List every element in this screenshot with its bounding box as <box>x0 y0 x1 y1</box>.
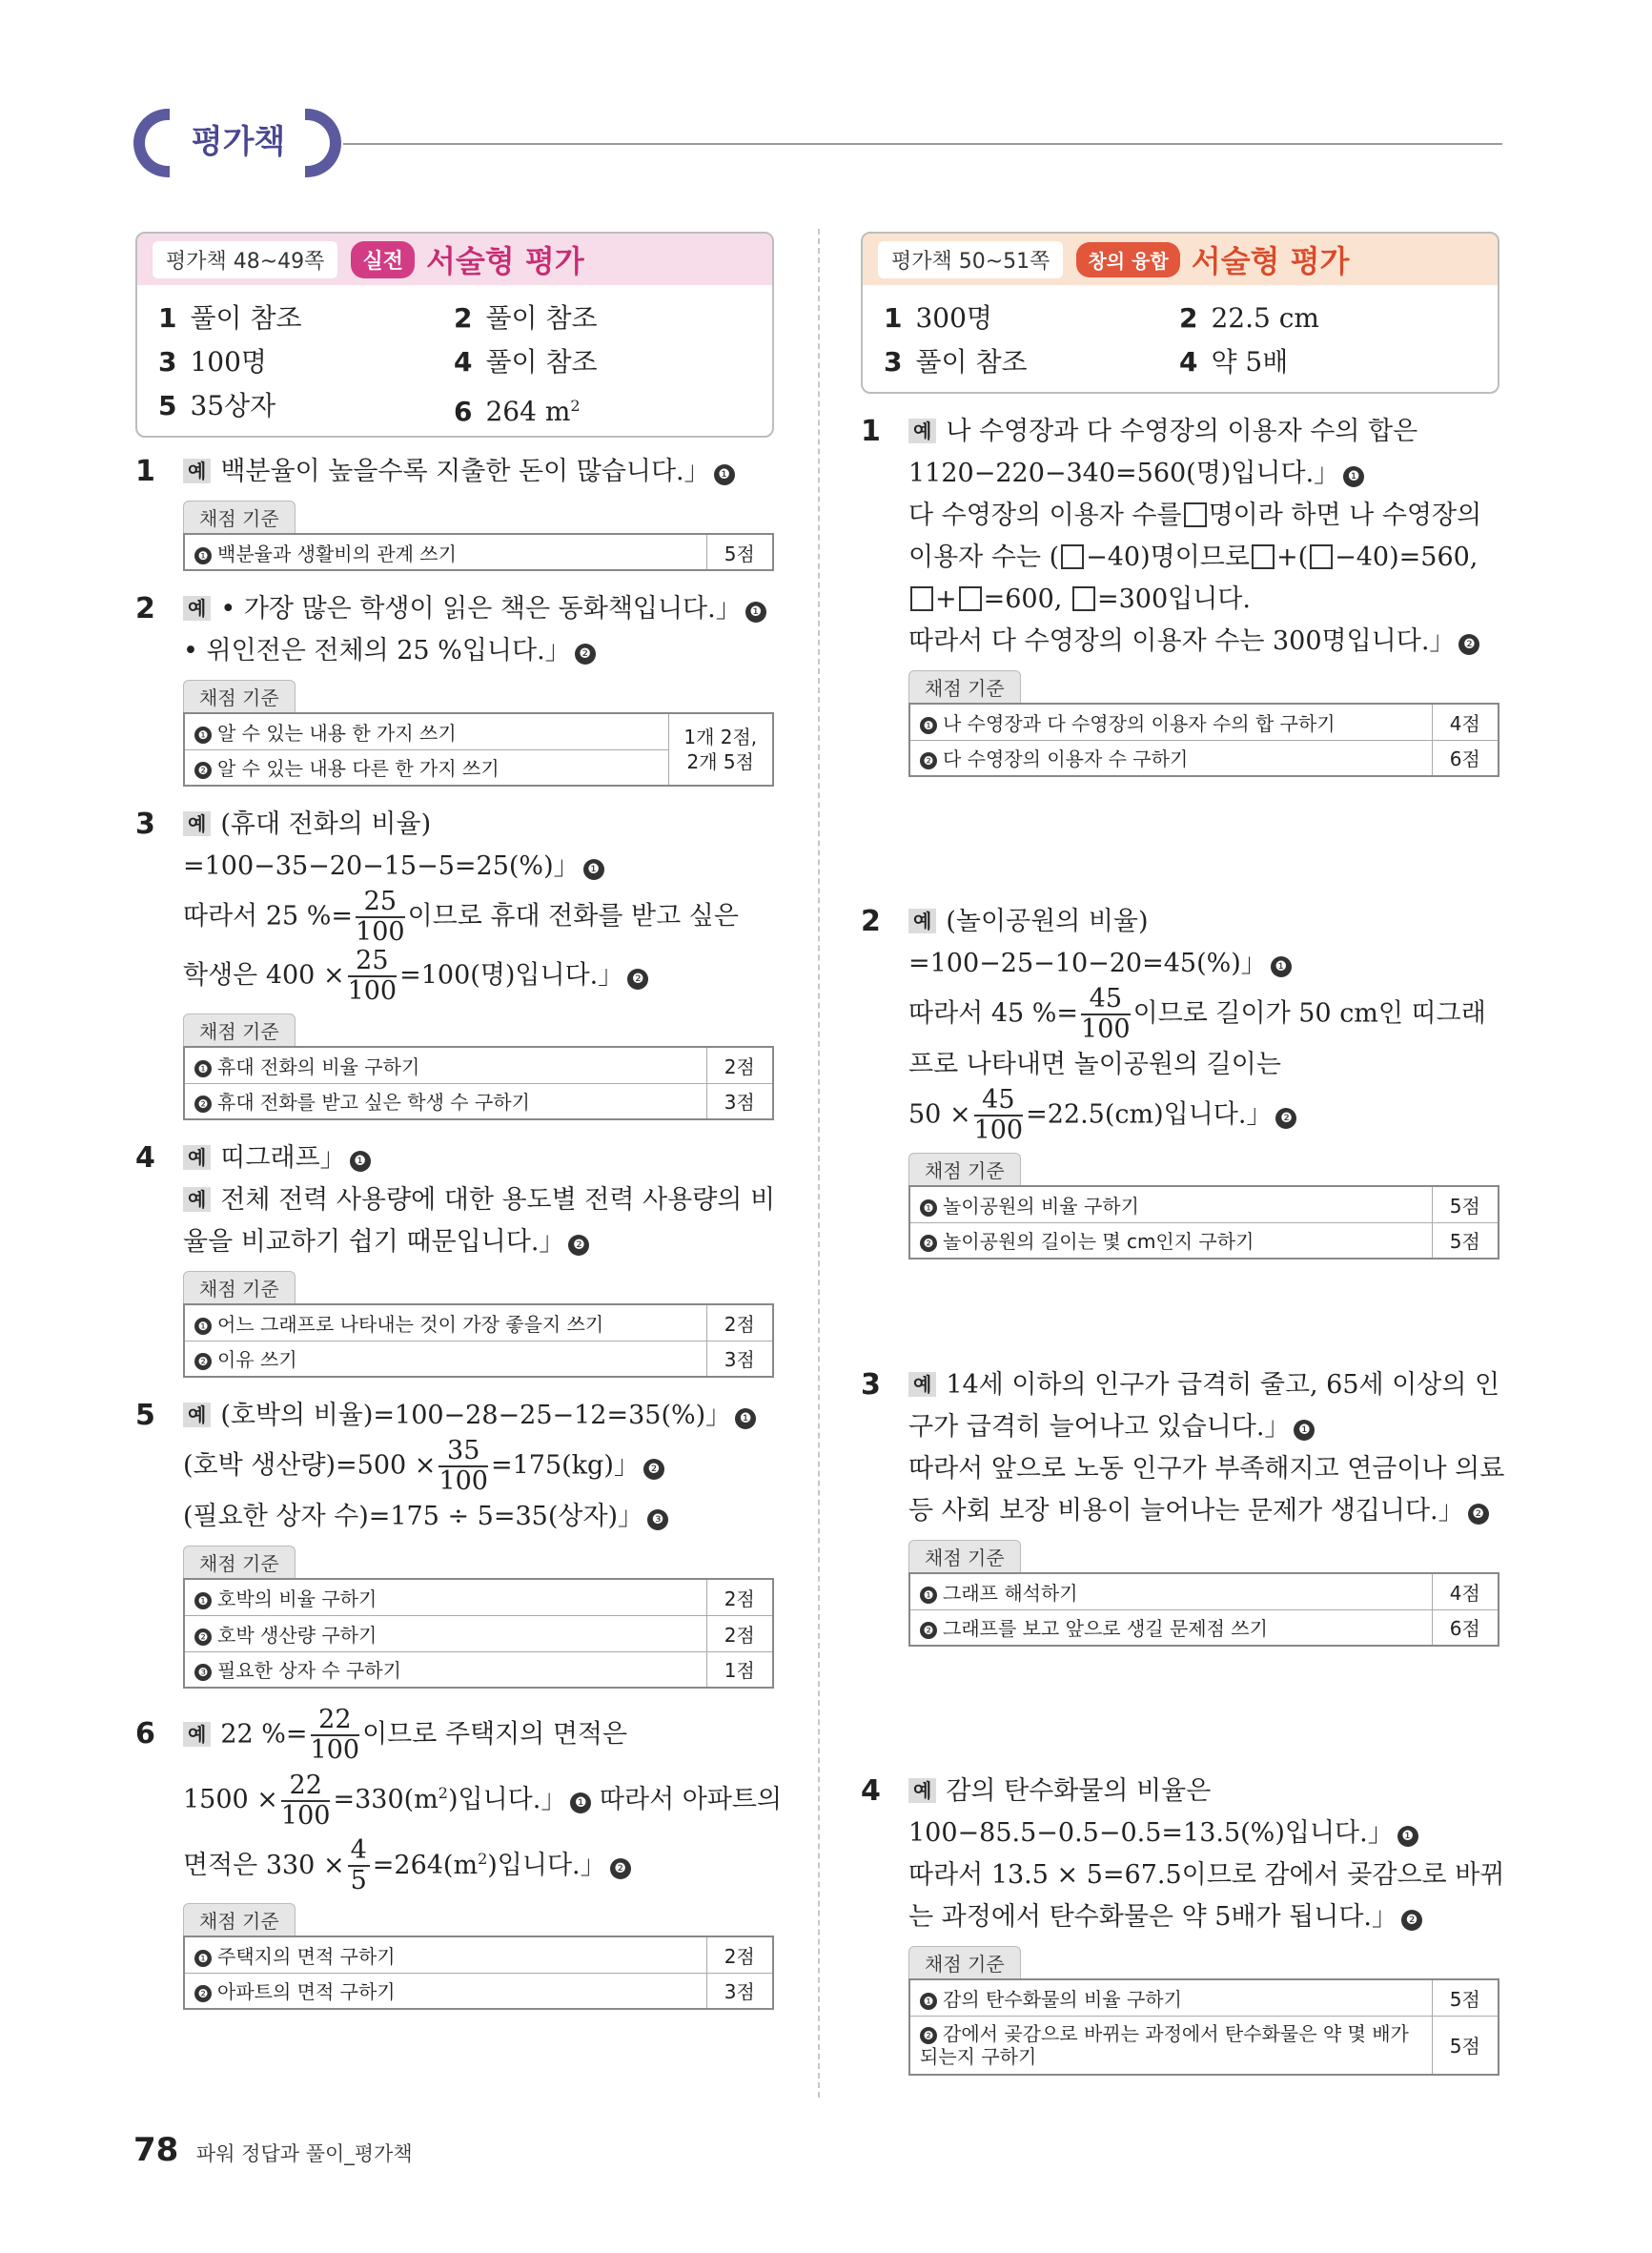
answer-item: 6 264 $m^2$ <box>454 396 581 427</box>
answer-item: 3 풀이 참조 <box>884 346 1028 378</box>
scoring-criteria: 채점 기준 ❶ 어느 그래프로 나타내는 것이 가장 좋을지 쓰기 2점 ❷ 이유 쓰기 3점 <box>183 1271 774 1378</box>
page-footer <box>133 2131 413 2169</box>
answer-item: 4 약 5배 <box>1179 346 1289 378</box>
page-number: 78 <box>133 2131 179 2169</box>
problem-1: 1 예 백분율이 높을수록 지출한 돈이 많습니다.」 ❶ 채점 기준 ❶ 백분율과 생활비의 관계 쓰기 5점 <box>135 451 774 571</box>
answer-summary-box <box>135 232 774 438</box>
answer-item: 2 풀이 참조 <box>454 302 598 334</box>
section-badge-label: 평가책 <box>191 123 286 161</box>
answer-item: 2 22.5 cm <box>1179 302 1319 334</box>
column-divider <box>818 229 820 2098</box>
page-range: 평가책 48~49쪽 <box>153 241 337 278</box>
answer-item: 4 풀이 참조 <box>454 346 598 378</box>
problem-2: 2 예 • 가장 많은 학생이 읽은 책은 동화책입니다.」 ❶ • 위인전은 전체의 25 %입니다.」 ❷ 채점 기준 ❶ 알 수 있는 내용 한 가지 쓰기 1개 2점, 2개 5점 ❷ 알 수 있는 내용 다른 한 가지 쓰기 <box>135 588 774 787</box>
right-column <box>861 232 1505 2076</box>
section-badge <box>133 107 341 179</box>
answer-summary-box <box>861 232 1499 394</box>
problem-4: 4 예 띠그래프」 ❶ 예 전체 전력 사용량에 대한 용도별 전력 사용량의 비 율을 비교하기 쉽기 때문입니다.」 ❷ 채점 기준 ❶ 어느 그래프로 나타내는 것이 가장 좋을지 쓰기 2점 ❷ 이유 쓰기 3점 <box>135 1137 774 1378</box>
problem-3: 3 예 (휴대 전화의 비율) =100−35−20−15−5=25(%)」 ❶ 따라서 25 %= $\frac{25}{100}$ 이므로 휴대 전화를 받고 싶은 학생은 400 × $\frac{25}{100}$ =100(명)입니다.」 ❷ 채점 기준 ❶ 휴대 전화의 비율 구하기 2점 ❷ 휴대 전화를 받고 싶은 학생 수 구하기 3점 <box>135 804 774 1120</box>
scoring-criteria: 채점 기준 ❶ 감의 탄수화물의 비율 구하기 5점 ❷ 감에서 곶감으로 바뀌는 과정에서 탄수화물은 약 몇 배가 되는지 구하기 5점 <box>908 1946 1499 2076</box>
scoring-criteria: 채점 기준 ❶ 알 수 있는 내용 한 가지 쓰기 1개 2점, 2개 5점 ❷ 알 수 있는 내용 다른 한 가지 쓰기 <box>183 680 774 787</box>
scoring-criteria: 채점 기준 ❶ 호박의 비율 구하기 2점 ❷ 호박 생산량 구하기 2점 ❸ 필요한 상자 수 구하기 1점 <box>183 1546 774 1689</box>
scoring-criteria: 채점 기준 ❶ 주택지의 면적 구하기 2점 ❷ 아파트의 면적 구하기 3점 <box>183 1903 774 2010</box>
type-badge: 창의 융합 <box>1076 242 1179 277</box>
header-rule <box>343 143 1502 145</box>
problem-1: 1 예 나 수영장과 다 수영장의 이용자 수의 합은 1120−220−340=560(명)입니다.」 ❶ 다 수영장의 이용자 수를 명이라 하면 나 수영장의 이용자 수는 ( −40)명이므로 +( −40)=560, + =600, =300입니다. 따라서 다 수영장의 이용자 수는 300명입니다.」 ❷ 채점 기준 ❶ 나 수영장과 다 수영장의 이용자 수의 합 구하기 4점 ❷ 다 수영장의 이용자 수 구하기 6점 <box>861 411 1499 777</box>
footer-text: 파워 정답과 풀이_평가책 <box>195 2142 413 2165</box>
box-title: 서술형 평가 <box>1191 243 1350 279</box>
problem-4: 4 예 감의 탄수화물의 비율은 100−85.5−0.5−0.5=13.5(%)입니다.」 ❶ 따라서 13.5 × 5=67.5이므로 감에서 곶감으로 바뀌 는 과정에서 탄수화물은 약 5배가 됩니다.」 ❷ 채점 기준 ❶ 감의 탄수화물의 비율 구하기 5점 ❷ 감에서 곶감으로 바뀌는 과정에서 탄수화물은 약 몇 배가 되는지 구하기 5점 <box>861 1771 1499 2076</box>
scoring-criteria: 채점 기준 ❶ 그래프 해석하기 4점 ❷ 그래프를 보고 앞으로 생길 문제점 쓰기 6점 <box>908 1540 1499 1647</box>
problem-3: 3 예 14세 이하의 인구가 급격히 줄고, 65세 이상의 인 구가 급격히 늘어나고 있습니다.」 ❶ 따라서 앞으로 노동 인구가 부족해지고 연금이나 의료 등 사회 보장 비용이 늘어나는 문제가 생깁니다.」 ❷ 채점 기준 ❶ 그래프 해석하기 4점 ❷ 그래프를 보고 앞으로 생길 문제점 쓰기 6점 <box>861 1364 1499 1647</box>
problem-5: 5 예 (호박의 비율)=100−28−25−12=35(%)」 ❶ (호박 생산량)=500 × $\frac{35}{100}$ =175(kg)」 ❷ (필요한 상자 수)=175 ÷ 5=35(상자)」 ❸ 채점 기준 ❶ 호박의 비율 구하기 2점 ❷ 호박 생산량 구하기 2점 ❸ 필요한 상자 수 구하기 1점 <box>135 1395 774 1689</box>
problem-2: 2 예 (놀이공원의 비율) =100−25−10−20=45(%)」 ❶ 따라서 45 %= $\frac{45}{100}$ 이므로 길이가 50 cm인 띠그래 프로 나타내면 놀이공원의 길이는 50 × $\frac{45}{100}$ =22.5(cm)입니다.」 ❷ 채점 기준 ❶ 놀이공원의 비율 구하기 5점 ❷ 놀이공원의 길이는 몇 cm인지 구하기 5점 <box>861 901 1499 1260</box>
page-range: 평가책 50~51쪽 <box>878 241 1063 278</box>
answer-item: 1 풀이 참조 <box>158 302 302 334</box>
answer-item: 1 300명 <box>884 302 992 334</box>
problem-6: 6 예 22 %= $\frac{22}{100}$ 이므로 주택지의 면적은 1500 × $\frac{22}{100}$ $=330(m^2)$입니다.」 ❶ 따라서 아파트의 면적은 330 × $\frac{4}{5}$ $=264(m^2)$입니다.」 ❷ 채점 기준 ❶ 주택지의 면적 구하기 2점 ❷ 아파트의 면적 구하기 3점 <box>135 1706 774 2010</box>
scoring-criteria: 채점 기준 ❶ 나 수영장과 다 수영장의 이용자 수의 합 구하기 4점 ❷ 다 수영장의 이용자 수 구하기 6점 <box>908 670 1499 777</box>
type-badge: 실전 <box>351 241 415 278</box>
scoring-criteria: 채점 기준 ❶ 놀이공원의 비율 구하기 5점 ❷ 놀이공원의 길이는 몇 cm인지 구하기 5점 <box>908 1153 1499 1260</box>
scoring-criteria: 채점 기준 ❶ 백분율과 생활비의 관계 쓰기 5점 <box>183 501 774 571</box>
box-title: 서술형 평가 <box>425 243 584 279</box>
left-column <box>135 232 783 2010</box>
answer-item: 3 100명 <box>158 346 267 378</box>
answer-item: 5 35상자 <box>158 390 276 421</box>
scoring-criteria: 채점 기준 ❶ 휴대 전화의 비율 구하기 2점 ❷ 휴대 전화를 받고 싶은 학생 수 구하기 3점 <box>183 1014 774 1120</box>
